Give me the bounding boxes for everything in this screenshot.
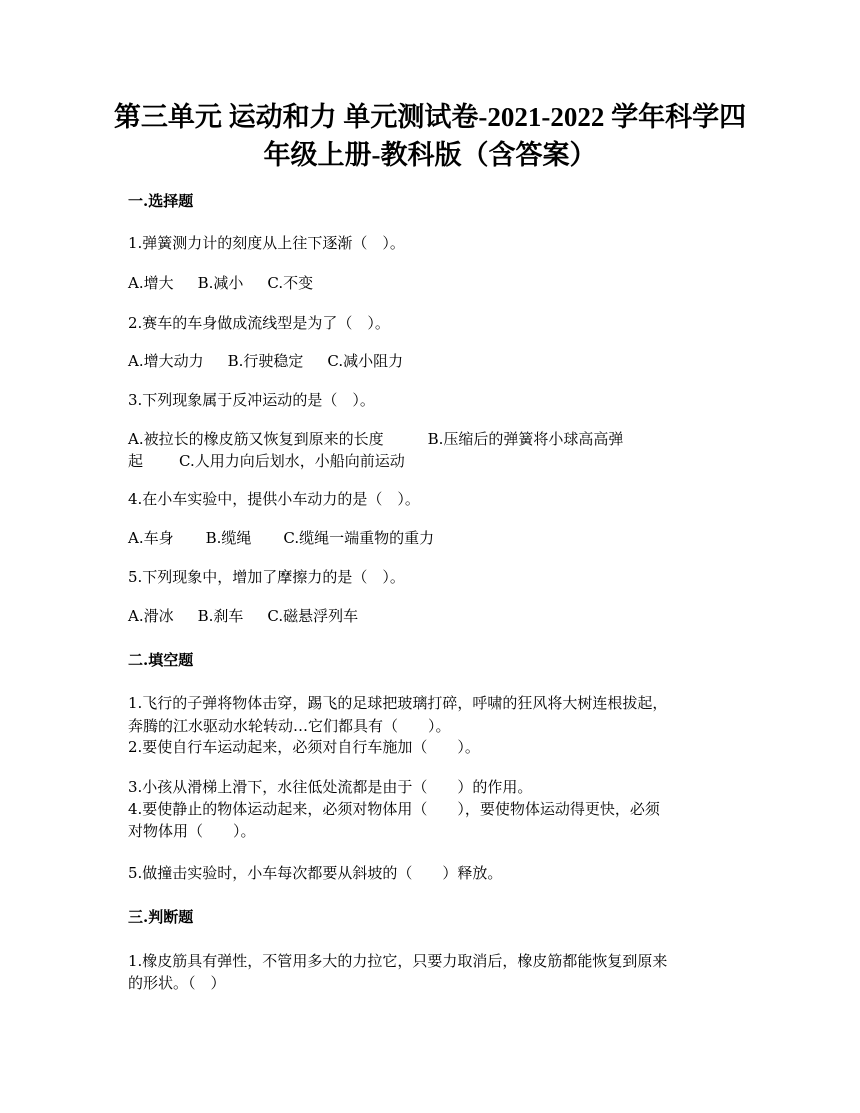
section-heading-fill: 二.填空题 xyxy=(128,651,194,669)
choice-q4-options xyxy=(128,527,434,549)
choice-q1-options xyxy=(128,272,313,294)
fill-q3: 3.小孩从滑梯上滑下，水往低处流都是由于（ ）的作用。 xyxy=(128,778,533,796)
choice-q2-options xyxy=(128,350,403,372)
choice-q5-option-a: A.滑冰 xyxy=(128,607,174,625)
judge-q1-line-1: 1.橡皮筋具有弹性，不管用多大的力拉它，只要力取消后，橡皮筋都能恢复到原来 xyxy=(128,952,668,970)
fill-q2: 2.要使自行车运动起来，必须对自行车施加（ ）。 xyxy=(128,738,480,756)
title-line-2: 年级上册-教科版（含答案） xyxy=(263,140,597,170)
choice-q4-option-a: A.车身 xyxy=(128,529,174,547)
choice-q1-option-b: B.减小 xyxy=(197,274,244,292)
section-heading-judge: 三.判断题 xyxy=(128,908,194,926)
choice-q3-option-b-continued: 起 xyxy=(128,452,144,470)
choice-q4-stem: 4.在小车实验中，提供小车动力的是（ ）。 xyxy=(128,490,420,508)
choice-q2-option-b: B.行驶稳定 xyxy=(227,352,304,370)
choice-q4-option-b: B.缆绳 xyxy=(205,529,252,547)
choice-q1-stem: 1.弹簧测力计的刻度从上往下逐渐（ ）。 xyxy=(128,234,405,252)
choice-q5-option-b: B.刹车 xyxy=(197,607,244,625)
judge-q1-line-2: 的形状。（ ） xyxy=(128,974,226,992)
section-heading-choice: 一.选择题 xyxy=(128,192,194,210)
choice-q3-options-line-1 xyxy=(128,428,623,450)
fill-q5: 5.做撞击实验时，小车每次都要从斜坡的（ ）释放。 xyxy=(128,864,503,882)
fill-q1-line-1: 1.飞行的子弹将物体击穿，踢飞的足球把玻璃打碎，呼啸的狂风将大树连根拔起， xyxy=(128,694,668,712)
choice-q3-stem: 3.下列现象属于反冲运动的是（ ）。 xyxy=(128,391,375,409)
document-title xyxy=(110,98,750,174)
choice-q3-option-a: A.被拉长的橡皮筋又恢复到原来的长度 xyxy=(128,430,384,448)
choice-q2-stem: 2.赛车的车身做成流线型是为了（ ）。 xyxy=(128,314,390,332)
choice-q4-option-c: C.缆绳一端重物的重力 xyxy=(283,529,435,547)
choice-q3-options-line-2 xyxy=(128,450,405,472)
fill-q4-line-1: 4.要使静止的物体运动起来，必须对物体用（ ），要使物体运动得更快，必须 xyxy=(128,800,660,818)
fill-q4-line-2: 对物体用（ ）。 xyxy=(128,822,256,840)
choice-q2-option-c: C.减小阻力 xyxy=(327,352,404,370)
choice-q1-option-a: A.增大 xyxy=(128,274,174,292)
fill-q1-line-2: 奔腾的江水驱动水轮转动…它们都具有（ ）。 xyxy=(128,717,451,735)
choice-q1-option-c: C.不变 xyxy=(267,274,314,292)
choice-q2-option-a: A.增大动力 xyxy=(128,352,204,370)
choice-q5-stem: 5.下列现象中，增加了摩擦力的是（ ）。 xyxy=(128,568,405,586)
choice-q3-option-b: B.压缩后的弹簧将小球高高弹 xyxy=(427,430,624,448)
choice-q5-options xyxy=(128,605,358,627)
choice-q5-option-c: C.磁悬浮列车 xyxy=(267,607,359,625)
choice-q3-option-c: C.人用力向后划水，小船向前运动 xyxy=(179,452,405,470)
title-line-1: 第三单元 运动和力 单元测试卷-2021-2022 学年科学四 xyxy=(113,102,747,132)
